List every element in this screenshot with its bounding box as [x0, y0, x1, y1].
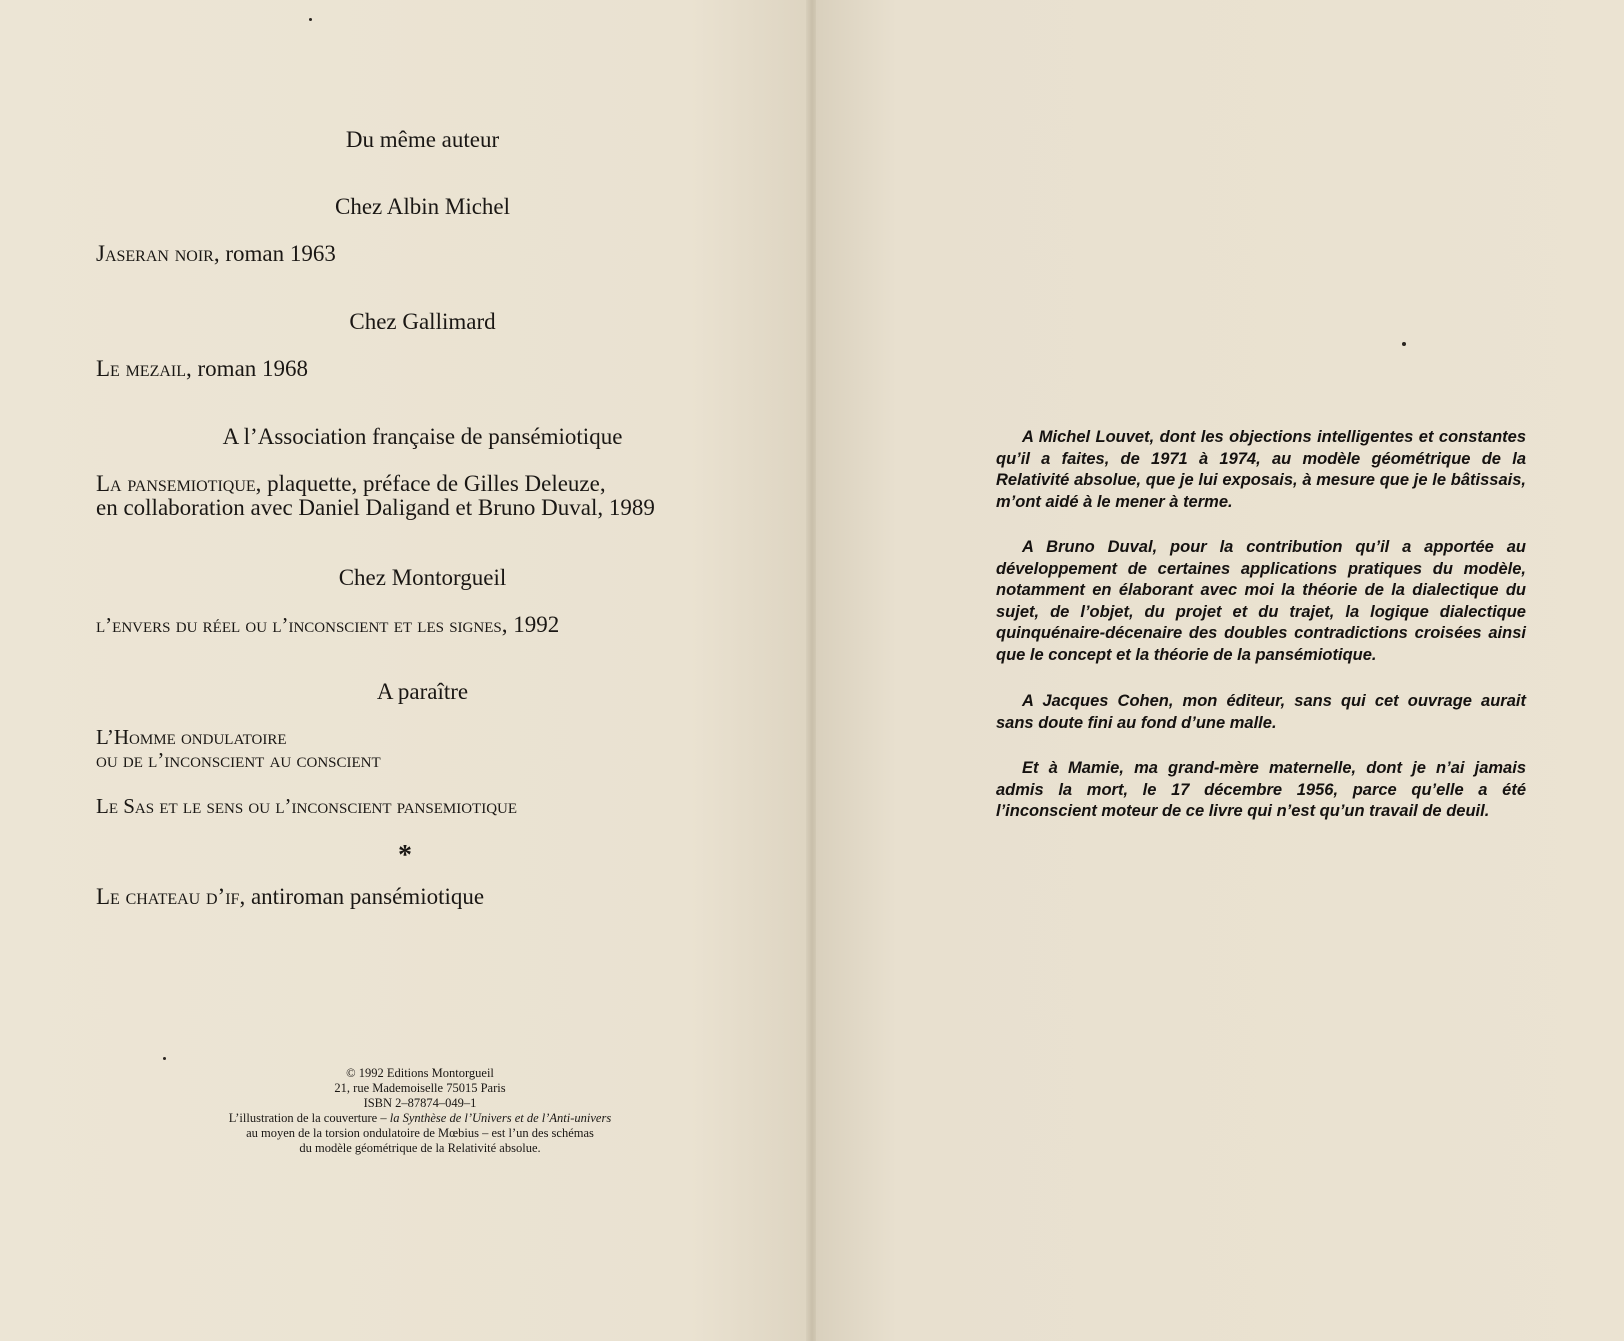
dedication-text: Et à Mamie, ma grand-mère maternelle, dont je n’ai jamais admis la mort, le 17 décembre 1956, parce qu’elle a été l’inconscient moteur de ce livre qui n’est qu’un travail de deuil.: [996, 759, 1526, 820]
colophon-illustration: [120, 1111, 720, 1126]
section-montorgueil: Chez Montorgueil: [338, 565, 507, 590]
book-info: , roman 1968: [186, 356, 309, 381]
book-title: Le chateau d’if: [96, 884, 240, 909]
book-entry-pansemiotique: [96, 472, 655, 520]
colophon-illustration-title: la Synthèse de l’Univers et de l’Anti-univers: [389, 1111, 612, 1125]
right-page: [816, 0, 1624, 1341]
colophon-illustration-line2: au moyen de la torsion ondulatoire de Mœbius – est l’un des schémas: [246, 1126, 594, 1140]
book-info: , 1992: [501, 612, 560, 637]
book-entry-sas: [96, 794, 517, 818]
section-gallimard: Chez Gallimard: [349, 309, 496, 334]
paper-speck: [309, 18, 312, 21]
book-entry-homme: [96, 726, 381, 772]
section-albin-michel: Chez Albin Michel: [334, 194, 511, 219]
book-title: l’envers du réel ou l’inconscient et les signes: [96, 613, 502, 637]
book-info: , plaquette, préface de Gilles Deleuze,: [255, 471, 606, 496]
separator-star: *: [398, 840, 412, 871]
section-a-paraitre: A paraître: [376, 679, 469, 704]
section-association: A l’Association française de pansémiotique: [222, 424, 623, 449]
book-title-line1: L’Homme ondulatoire: [96, 725, 287, 749]
colophon-illustration-line3: du modèle géométrique de la Relativité absolue.: [299, 1141, 541, 1155]
paper-speck: [163, 1057, 166, 1060]
book-entry-chateau: [96, 885, 484, 909]
book-entry-jaseran: [96, 242, 336, 266]
paper-speck: [1402, 342, 1406, 346]
dedication-text: A Michel Louvet, dont les objections intelligentes et constantes qu’il a faites, de 1971 à 1974, au modèle géométrique de la Relativité absolue, que je lui exposais, à mesure que je le bâtissais, m’ont aidé à le mener à terme.: [996, 428, 1526, 511]
dedication-bruno-duval: [996, 537, 1526, 666]
book-info: , antiroman pansémiotique: [239, 884, 485, 909]
colophon-copyright: © 1992 Editions Montorgueil: [346, 1066, 494, 1080]
dedication-jacques-cohen: [996, 691, 1526, 734]
book-info-line2: en collaboration avec Daniel Daligand et Bruno Duval, 1989: [96, 495, 655, 520]
book-title-line2: ou de l’inconscient au conscient: [96, 748, 381, 772]
book-info: , roman 1963: [213, 241, 336, 266]
dedication-mamie: [996, 758, 1526, 823]
book-title: Jaseran noir: [96, 241, 214, 266]
colophon-address: 21, rue Mademoiselle 75015 Paris: [334, 1081, 506, 1095]
colophon-isbn: ISBN 2–87874–049–1: [363, 1096, 477, 1110]
colophon-illustration-prefix: L’illustration de la couverture –: [228, 1111, 390, 1125]
dedication-text: A Jacques Cohen, mon éditeur, sans qui cet ouvrage aurait sans doute fini au fond d’une malle.: [996, 692, 1526, 732]
book-entry-envers: [96, 613, 559, 637]
heading-author: Du même auteur: [345, 127, 500, 152]
book-title: La pansemiotique: [96, 471, 256, 496]
colophon: [120, 1066, 720, 1156]
book-title: Le mezail: [96, 356, 187, 381]
dedication-michel-louvet: [996, 427, 1526, 513]
dedication-text: A Bruno Duval, pour la contribution qu’il a apportée au développement de certaines applications pratiques du modèle, notamment en élaborant avec moi la théorie de la dialectique du sujet, de l’objet, du projet et du trajet, la logique dialectique quinquénaire-décenaire des doubles contradictions croisées ainsi que le concept et la théorie de la pansémiotique.: [996, 538, 1526, 664]
book-entry-mezail: [96, 357, 308, 381]
book-title: Le Sas et le sens ou l’inconscient pansemiotique: [96, 794, 518, 818]
